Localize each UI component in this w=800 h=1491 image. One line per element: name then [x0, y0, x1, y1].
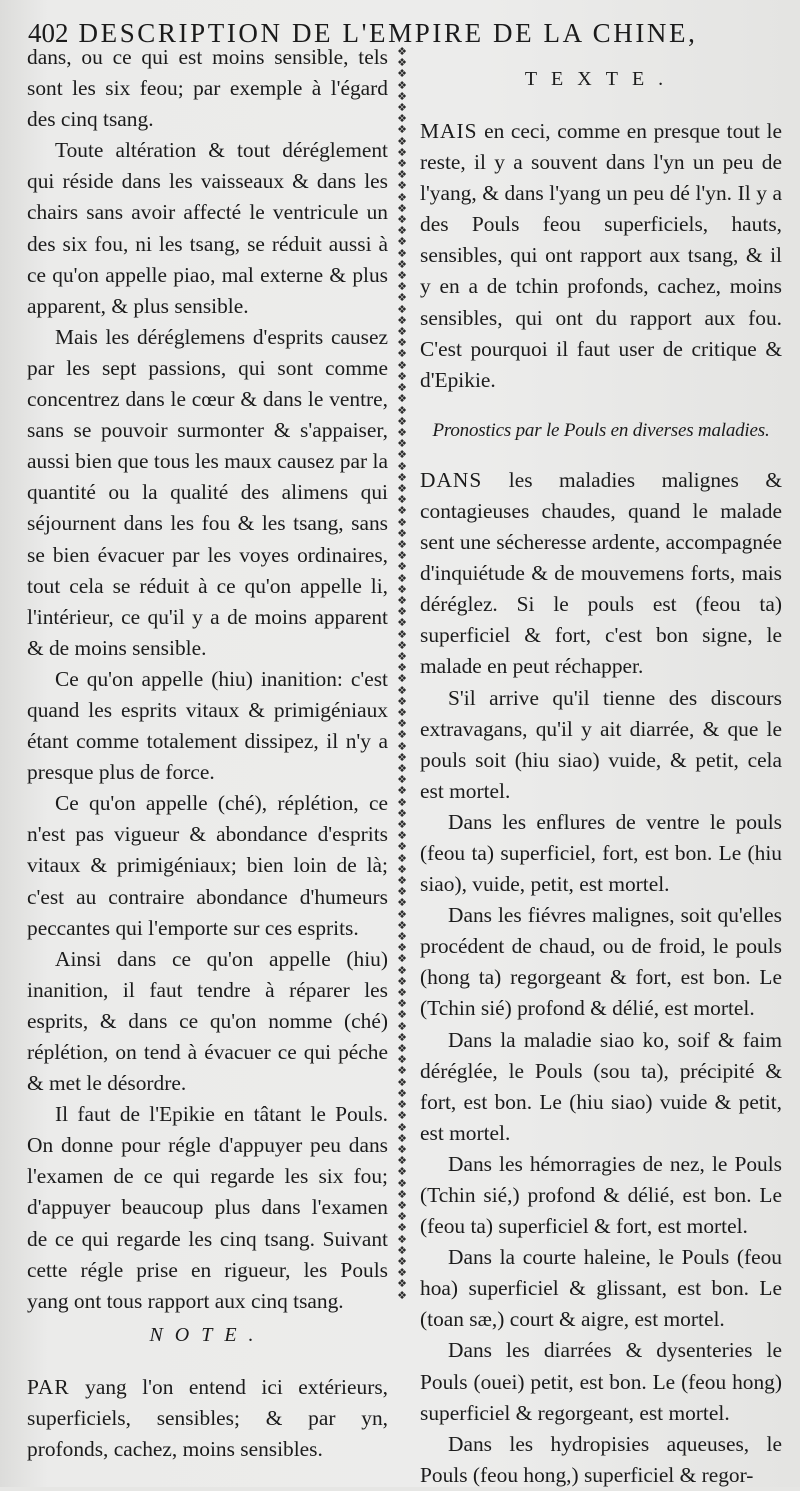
fleuron-ornament-icon: ❖	[397, 336, 407, 350]
fleuron-ornament-icon: ❖	[397, 672, 407, 686]
fleuron-ornament-icon: ❖	[397, 1210, 407, 1224]
fleuron-ornament-icon: ❖	[397, 325, 407, 339]
drop-word: PAR	[27, 1374, 70, 1399]
fleuron-ornament-icon: ❖	[397, 269, 407, 283]
note-text: yang l'on entend ici extérieurs, superficiels, sensibles; & par yn, profonds, cachez, moins sensibles.	[27, 1374, 388, 1462]
fleuron-ornament-icon: ❖	[397, 246, 407, 260]
paragraph	[420, 116, 782, 396]
fleuron-ornament-icon: ❖	[397, 694, 407, 708]
fleuron-ornament-icon: ❖	[397, 963, 407, 977]
fleuron-ornament-icon: ❖	[397, 515, 407, 529]
fleuron-ornament-icon: ❖	[397, 616, 407, 630]
spacer	[420, 396, 782, 415]
fleuron-ornament-icon: ❖	[397, 493, 407, 507]
fleuron-ornament-icon: ❖	[397, 1198, 407, 1212]
fleuron-ornament-icon: ❖	[397, 918, 407, 932]
paragraph-text: les maladies malignes & contagieuses chaudes, quand le malade sent une sécheresse ardente, accompagnée d'inquiétude & de mouvemens forts, mais déréglez. Si le pouls est (feou ta) superficiel & fort, c'est bon signe, le malade en peut réchapper.	[420, 467, 782, 679]
fleuron-ornament-icon: ❖	[397, 885, 407, 899]
paragraph: Dans les hydropisies aqueuses, le Pouls (feou hong,) superficiel & regor-	[420, 1431, 782, 1487]
fleuron-ornament-icon: ❖	[397, 896, 407, 910]
fleuron-ornament-icon: ❖	[397, 101, 407, 115]
fleuron-ornament-icon: ❖	[397, 1030, 407, 1044]
fleuron-ornament-icon: ❖	[397, 593, 407, 607]
spacer	[420, 42, 782, 61]
fleuron-ornament-icon: ❖	[397, 818, 407, 832]
fleuron-ornament-icon: ❖	[397, 537, 407, 551]
fleuron-ornament-icon: ❖	[397, 941, 407, 955]
paragraph: Dans la maladie siao ko, soif & faim déréglée, le Pouls (sou ta), précipité & fort, est bon. Le (hiu siao) vuide & petit, est mortel.	[420, 1027, 782, 1145]
fleuron-ornament-icon: ❖	[397, 683, 407, 697]
fleuron-ornament-icon: ❖	[397, 1165, 407, 1179]
fleuron-ornament-icon: ❖	[397, 705, 407, 719]
fleuron-ornament-icon: ❖	[397, 728, 407, 742]
fleuron-ornament-icon: ❖	[397, 1109, 407, 1123]
fleuron-ornament-icon: ❖	[397, 201, 407, 215]
paragraph: Toute altération & tout déréglement qui réside dans les vaisseaux & dans les chairs sans avoir affecté le ventricule un des six fou, ni les tsang, se réduit aussi à ce qu'on appelle piao, mal externe & plus apparent, & plus sensible.	[27, 138, 388, 318]
paragraph: Dans les enflures de ventre le pouls (feou ta) superficiel, fort, est bon. Le (hiu siao), vuide, petit, est mortel.	[420, 809, 782, 897]
paragraph: Dans les fiévres malignes, soit qu'elles procédent de chaud, ou de froid, le pouls (hong ta) regorgeant & fort, est bon. Le (Tchin sié) profond & délié, est mortel.	[420, 903, 782, 1021]
fleuron-ornament-icon: ❖	[397, 235, 407, 249]
fleuron-ornament-icon: ❖	[397, 627, 407, 641]
fleuron-ornament-icon: ❖	[397, 1266, 407, 1280]
fleuron-ornament-icon: ❖	[397, 1187, 407, 1201]
fleuron-ornament-icon: ❖	[397, 1131, 407, 1145]
spacer	[420, 97, 782, 116]
fleuron-ornament-icon: ❖	[397, 571, 407, 585]
paragraph: Ce qu'on appelle (ché), réplétion, ce n'est pas vigueur & abondance d'esprits vitaux & primigéniaux; bien loin de là; c'est au contraire abondance d'humeurs peccantes qui l'emporte sur ces esprits.	[27, 791, 388, 940]
fleuron-ornament-icon: ❖	[397, 997, 407, 1011]
fleuron-ornament-icon: ❖	[397, 1154, 407, 1168]
note-heading: NOTE.	[149, 1323, 266, 1346]
fleuron-ornament-icon: ❖	[397, 773, 407, 787]
paragraph: Ce qu'on appelle (hiu) inanition: c'est quand les esprits vitaux & primigéniaux étant comme totalement dissipez, il n'y a presque plus de force.	[27, 666, 388, 785]
fleuron-ornament-icon: ❖	[397, 717, 407, 731]
fleuron-ornament-icon: ❖	[397, 907, 407, 921]
running-title: DESCRIPTION DE L'EMPIRE DE LA CHINE,	[78, 18, 698, 48]
fleuron-ornament-icon: ❖	[397, 168, 407, 182]
fleuron-ornament-icon: ❖	[397, 750, 407, 764]
fleuron-ornament-icon: ❖	[397, 874, 407, 888]
fleuron-ornament-icon: ❖	[397, 157, 407, 171]
fleuron-ornament-icon: ❖	[397, 739, 407, 753]
fleuron-ornament-icon: ❖	[397, 190, 407, 204]
spacer	[420, 446, 782, 465]
fleuron-ornament-icon: ❖	[397, 952, 407, 966]
paragraph: Mais les déréglemens d'esprits causez par les sept passions, qui sont comme concentrez dans le cœur & dans le ventre, sans se pouvoir surmonter & s'appaiser, aussi bien que tous les maux causez par la quantité ou la qualité des alimens qui séjournent dans les fou & les tsang, sans se bien évacuer par les voyes ordinaires, tout cela se réduit à ce qu'on appelle li, l'intérieur, ce qu'il y a de moins apparent & de moins sensible.	[27, 324, 388, 660]
paragraph: Dans la courte haleine, le Pouls (feou hoa) superficiel & glissant, est bon. Le (toan sæ,) court & aigre, est mortel.	[420, 1245, 782, 1332]
fleuron-ornament-icon: ❖	[397, 358, 407, 372]
fleuron-ornament-icon: ❖	[397, 1120, 407, 1134]
left-column	[27, 42, 388, 1465]
fleuron-ornament-icon: ❖	[397, 369, 407, 383]
fleuron-ornament-icon: ❖	[397, 1277, 407, 1291]
fleuron-ornament-icon: ❖	[397, 526, 407, 540]
fleuron-ornament-icon: ❖	[397, 1086, 407, 1100]
fleuron-ornament-icon: ❖	[397, 560, 407, 574]
fleuron-ornament-icon: ❖	[397, 414, 407, 428]
fleuron-ornament-icon: ❖	[397, 795, 407, 809]
fleuron-ornament-icon: ❖	[397, 1053, 407, 1067]
drop-word: MAIS	[420, 119, 478, 143]
fleuron-ornament-icon: ❖	[397, 392, 407, 406]
fleuron-ornament-icon: ❖	[397, 762, 407, 775]
paragraph	[420, 465, 782, 683]
fleuron-ornament-icon: ❖	[397, 1232, 407, 1246]
fleuron-ornament-icon: ❖	[397, 1288, 407, 1302]
fleuron-ornament-icon: ❖	[397, 582, 407, 596]
fleuron-ornament-icon: ❖	[397, 549, 407, 563]
paragraph: Dans les hémorragies de nez, le Pouls (Tchin sié,) profond & délié, est bon. Le (feou ta) superficiel & fort, est mortel.	[420, 1151, 782, 1239]
fleuron-ornament-icon: ❖	[397, 179, 407, 193]
note-paragraph	[27, 1372, 388, 1465]
drop-word: DANS	[420, 467, 483, 492]
fleuron-ornament-icon: ❖	[397, 1142, 407, 1156]
fleuron-ornament-icon: ❖	[397, 1008, 407, 1022]
paragraph: Ainsi dans ce qu'on appelle (hiu) inanition, il faut tendre à réparer les esprits, & dans ce qu'on nomme (ché) réplétion, on tend à évacuer ce qui péche & met le désordre.	[27, 946, 388, 1096]
fleuron-ornament-icon: ❖	[397, 840, 407, 854]
fleuron-ornament-icon: ❖	[397, 291, 407, 305]
fleuron-ornament-icon: ❖	[397, 56, 407, 70]
fleuron-ornament-icon: ❖	[397, 829, 407, 843]
fleuron-ornament-icon: ❖	[397, 78, 407, 92]
paragraph: S'il arrive qu'il tienne des discours extravagans, qu'il y ait diarrée, & que le pouls soit (hiu siao) vuide, & petit, cela est mortel.	[420, 685, 782, 803]
fleuron-ornament-icon: ❖	[397, 145, 407, 159]
fleuron-ornament-icon: ❖	[397, 381, 407, 395]
fleuron-ornament-icon: ❖	[397, 459, 407, 473]
fleuron-ornament-icon: ❖	[397, 1064, 407, 1078]
fleuron-ornament-icon: ❖	[397, 851, 407, 865]
fleuron-ornament-icon: ❖	[397, 974, 407, 988]
fleuron-ornament-icon: ❖	[397, 605, 407, 619]
fleuron-ornament-icon: ❖	[397, 986, 407, 1000]
fleuron-ornament-icon: ❖	[397, 504, 407, 518]
fleuron-ornament-icon: ❖	[397, 46, 407, 58]
fleuron-ornament-icon: ❖	[397, 134, 407, 148]
fleuron-ornament-icon: ❖	[397, 661, 407, 675]
fleuron-ornament-icon: ❖	[397, 470, 407, 484]
fleuron-ornament-icon: ❖	[397, 89, 407, 103]
paragraph: dans, ou ce qui est moins sensible, tels sont les six feou; par exemple à l'égard des cinq tsang.	[27, 45, 388, 132]
column-divider-ornament	[396, 46, 408, 1304]
fleuron-ornament-icon: ❖	[397, 638, 407, 652]
fleuron-ornament-icon: ❖	[397, 1098, 407, 1112]
paragraph-text: en ceci, comme en presque tout le reste, il y a souvent dans l'yn un peu de l'yang, & dans l'yang un peu dé l'yn. Il y a des Pouls feou superficiels, hauts, sensibles, qui ont rapport aux tsang, & il y en a de tchin profonds, cachez, moins sensibles, qui ont du rapport aux fou. C'est pourquoi il faut user de critique & d'Epikie.	[420, 119, 782, 392]
texte-heading: TEXTE.	[524, 68, 678, 90]
section-subheading: Pronostics par le Pouls en diverses maladies.	[432, 419, 770, 441]
fleuron-ornament-icon: ❖	[397, 123, 407, 137]
paragraph: Dans les diarrées & dysenteries le Pouls (ouei) petit, est bon. Le (feou hong) superficiel & regorgeant, est mortel.	[420, 1338, 782, 1425]
fleuron-ornament-icon: ❖	[397, 1075, 407, 1089]
fleuron-ornament-icon: ❖	[397, 257, 407, 271]
fleuron-ornament-icon: ❖	[397, 437, 407, 451]
fleuron-ornament-icon: ❖	[397, 1019, 407, 1033]
page-number: 402	[28, 18, 69, 48]
fleuron-ornament-icon: ❖	[397, 649, 407, 663]
fleuron-ornament-icon: ❖	[397, 403, 407, 417]
fleuron-ornament-icon: ❖	[397, 1221, 407, 1235]
fleuron-ornament-icon: ❖	[397, 67, 407, 81]
fleuron-ornament-icon: ❖	[397, 280, 407, 294]
right-column	[420, 42, 782, 1491]
fleuron-ornament-icon: ❖	[397, 313, 407, 327]
fleuron-ornament-icon: ❖	[397, 347, 407, 361]
fleuron-ornament-icon: ❖	[397, 302, 407, 316]
fleuron-ornament-icon: ❖	[397, 930, 407, 944]
fleuron-ornament-icon: ❖	[397, 481, 407, 495]
fleuron-ornament-icon: ❖	[397, 1042, 407, 1056]
fleuron-ornament-icon: ❖	[397, 862, 407, 876]
paragraph: Il faut de l'Epikie en tâtant le Pouls. On donne pour régle d'appuyer peu dans l'examen de ce qui regarde les six fou; d'appuyer beaucoup plus dans l'examen de ce qui regarde les cinq tsang. Suivant cette régle prise en rigueur, les Pouls yang ont tous rapport aux cinq tsang.	[27, 1102, 388, 1313]
spacer	[27, 1353, 388, 1372]
fleuron-ornament-icon: ❖	[397, 213, 407, 227]
fleuron-ornament-icon: ❖	[397, 448, 407, 462]
fleuron-ornament-icon: ❖	[397, 1254, 407, 1268]
fleuron-ornament-icon: ❖	[397, 425, 407, 439]
fleuron-ornament-icon: ❖	[397, 1243, 407, 1257]
fleuron-ornament-icon: ❖	[397, 784, 407, 798]
fleuron-ornament-icon: ❖	[397, 1176, 407, 1190]
fleuron-ornament-icon: ❖	[397, 112, 407, 126]
fleuron-ornament-icon: ❖	[397, 224, 407, 238]
fleuron-ornament-icon: ❖	[397, 806, 407, 820]
